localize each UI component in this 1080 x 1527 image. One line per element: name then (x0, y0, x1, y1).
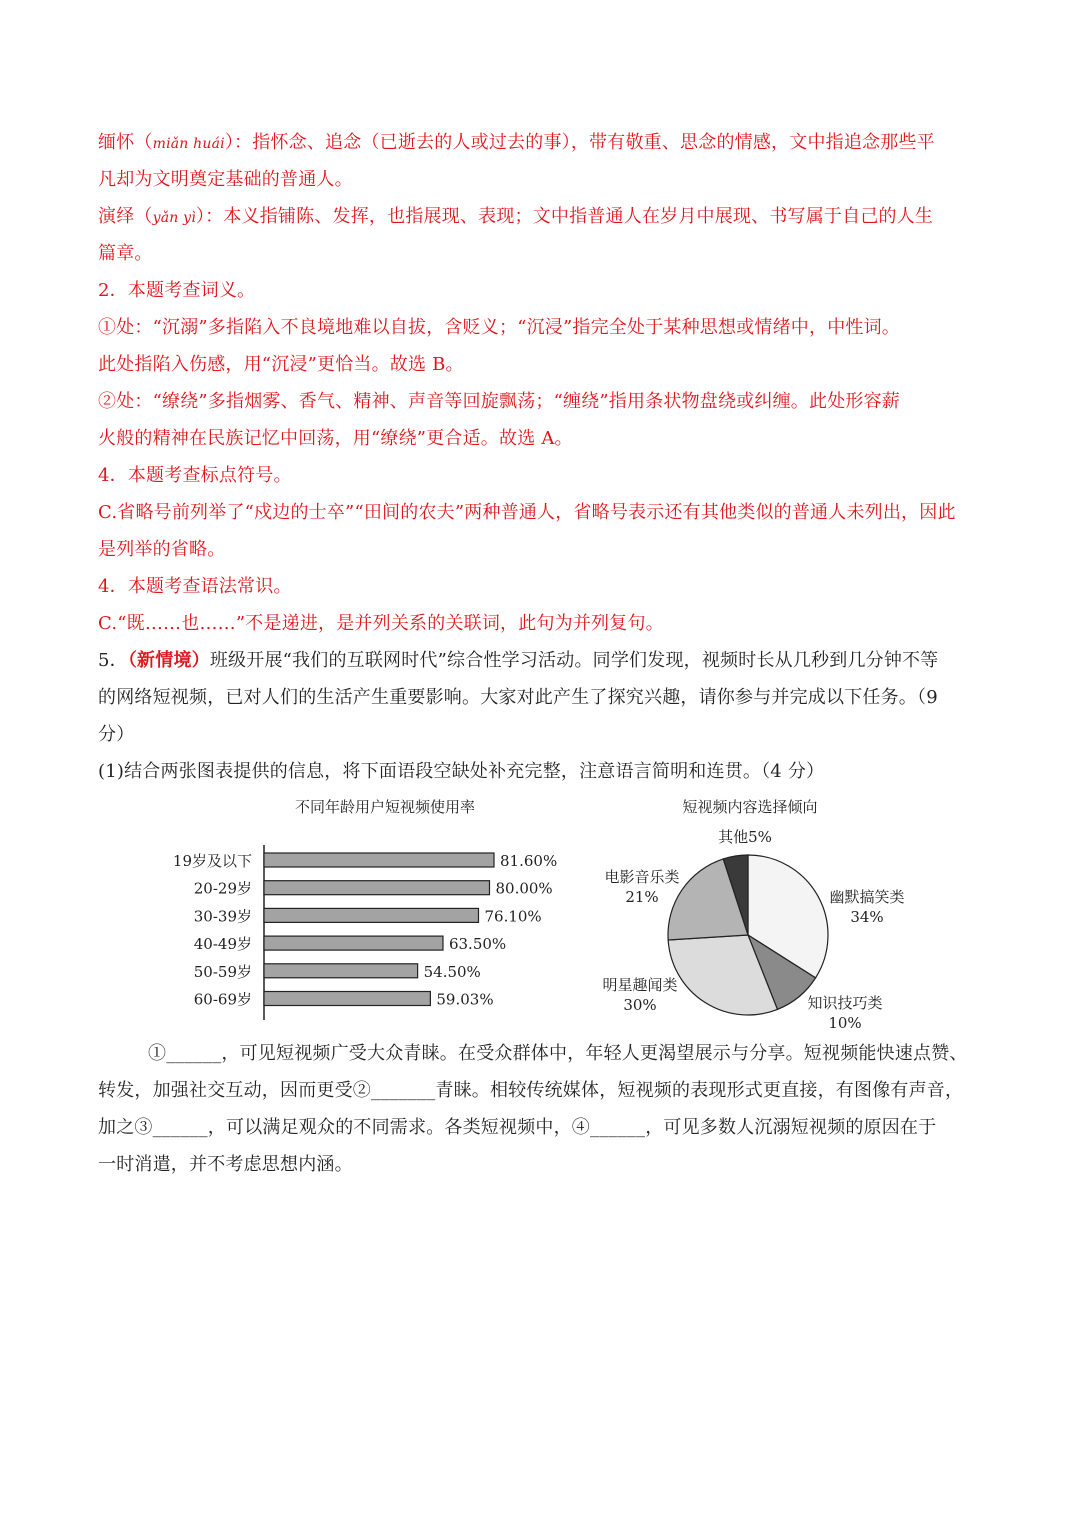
bar-value-label: 54.50% (423, 962, 481, 981)
bar-chart-title: 不同年龄用户短视频使用率 (294, 798, 476, 816)
bar (264, 908, 478, 922)
fill-in-line-2: 转发，加强社交互动，因而更受②_______青睐。相较传统媒体，短视频的表现形式更直接，有图像有声音， (98, 1080, 964, 1101)
explanation-line-12: 是列举的省略。 (98, 539, 226, 560)
fill-in-line-1: ①______，可见短视频广受大众青睐。在受众群体中，年轻人更渴望展示与分享。短视频能快速点赞、 (148, 1043, 968, 1064)
pie-label-knowledge: 知识技巧类 (807, 994, 883, 1012)
bar-category-label: 60-69岁 (193, 990, 252, 1009)
pie-value-celebrity: 30% (623, 996, 657, 1014)
sub-question: (1)结合两张图表提供的信息，将下面语段空缺处补充完整，注意语言简明和连贯。（4 分） (98, 761, 825, 782)
question-line-2: 的网络短视频，已对人们的生活产生重要影响。大家对此产生了探究兴趣，请你参与并完成以下任务。（9 (98, 687, 938, 708)
bar (264, 881, 489, 895)
explanation-line-4: 篇章。 (98, 243, 153, 264)
fill-in-line-4: 一时消遣，并不考虑思想内涵。 (98, 1154, 353, 1175)
bar-value-label: 81.60% (500, 852, 558, 870)
pie-value-humor: 34% (850, 908, 884, 926)
bar-category-label: 20-29岁 (193, 879, 252, 898)
bar-category-label: 50-59岁 (193, 962, 252, 981)
bar (264, 936, 443, 950)
explanation-line-2: 凡却为文明奠定基础的普通人。 (98, 169, 353, 190)
pie-value-knowledge: 10% (828, 1014, 862, 1032)
bar-value-label: 63.50% (448, 935, 507, 954)
explanation-line-3: 演绎（yǎn yì）：本义指铺陈、发挥，也指展现、表现；文中指普通人在岁月中展现、书写属于自己的人生 (98, 206, 934, 227)
bar (264, 964, 418, 978)
bar (264, 853, 494, 867)
pie-chart-title: 短视频内容选择倾向 (682, 798, 818, 816)
bar-value-label: 80.00% (495, 879, 553, 898)
explanation-line-14: C.“既……也……”不是递进，是并列关系的关联词，此句为并列复句。 (98, 613, 664, 634)
explanation-line-1: 缅怀（miǎn huái）：指怀念、追念（已逝去的人或过去的事），带有敬重、思念的情感，文中指追念那些平 (98, 132, 935, 153)
explanation-line-13: 4．本题考查语法常识。 (98, 576, 292, 597)
question-number: 5． (98, 650, 128, 671)
explanation-line-5: 2．本题考查词义。 (98, 280, 256, 301)
bar-value-label: 59.03% (436, 990, 494, 1009)
explanation-line-8: ②处：“缭绕”多指烟雾、香气、精神、声音等回旋飘荡；“缠绕”指用条状物盘绕或纠缠。此处形容薪 (98, 391, 901, 412)
pinyin: yǎn yì (152, 210, 196, 226)
pie-label-other: 其他5% (718, 828, 772, 846)
pie-label-humor: 幽默搞笑类 (829, 888, 905, 906)
bar-value-label: 76.10% (484, 907, 542, 926)
explanation-line-10: 4．本题考查标点符号。 (98, 465, 292, 486)
explanation-line-11: C.省略号前列举了“戍边的士卒”“田间的农夫”两种普通人，省略号表示还有其他类似的普通人未列出，因此 (98, 502, 956, 523)
bar-chart (173, 798, 557, 1020)
explanation-line-7: 此处指陷入伤感，用“沉浸”更恰当。故选 B。 (98, 354, 464, 375)
pinyin: miǎn huái (152, 136, 225, 152)
question-tag: （新情境） (127, 650, 210, 671)
question-line-3: 分） (98, 724, 135, 745)
bar-category-label: 40-49岁 (193, 935, 252, 954)
bar-category-label: 30-39岁 (193, 907, 252, 926)
pie-chart (602, 798, 904, 1032)
fill-in-line-3: 加之③______，可以满足观众的不同需求。各类短视频中，④______，可见多数人沉溺短视频的原因在于 (98, 1117, 937, 1138)
pie-label-celebrity: 明星趣闻类 (602, 976, 678, 994)
explanation-line-6: ①处：“沉溺”多指陷入不良境地难以自拔，含贬义；“沉浸”指完全处于某种思想或情绪中，中性词。 (98, 317, 901, 338)
bar-category-label: 19岁及以下 (172, 852, 252, 870)
pie-label-movie-music: 电影音乐类 (604, 868, 680, 886)
bar (264, 992, 430, 1006)
question-line-1: 5．（新情境）班级开展“我们的互联网时代”综合性学习活动。同学们发现，视频时长从几秒到几分钟不等 (98, 650, 939, 671)
explanation-line-9: 火般的精神在民族记忆中回荡，用“缭绕”更合适。故选 A。 (98, 428, 573, 449)
pie-value-movie-music: 21% (625, 888, 659, 906)
